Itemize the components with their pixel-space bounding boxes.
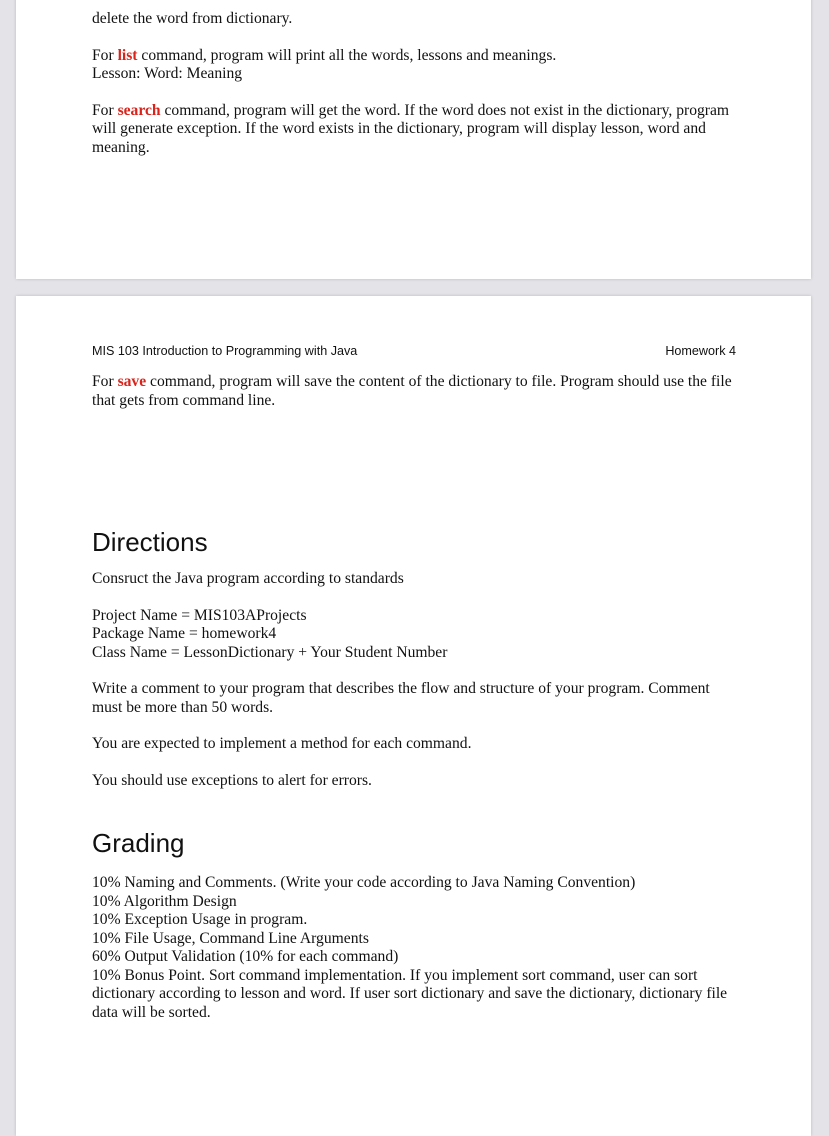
grading-item: 10% Bonus Point. Sort command implementation. If you implement sort command, user can sort dictionary according to lesson and word. If user sort dictionary and save the dictionary, dictionary file data will be sorted.: [92, 966, 728, 1021]
grading-heading: Grading: [92, 828, 185, 858]
grading-item: 10% Exception Usage in program.: [92, 911, 308, 928]
comment-requirement: Write a comment to your program that describes the flow and structure of your program. Comment must be more than 50 words.: [92, 680, 710, 716]
search-keyword: search: [117, 101, 161, 119]
directions-intro: Consruct the Java program according to standards: [92, 570, 404, 587]
search-command-paragraph: For search command, program will get the word. If the word does not exist in the dictionary, program will generate exception. If the word exists in the dictionary, program will display lesson, word and meaning.: [92, 101, 730, 156]
save-section: [92, 373, 742, 410]
page-header: [92, 344, 736, 358]
project-name-line: Project Name = MIS103AProjects: [92, 606, 307, 624]
save-command-paragraph: For save command, program will save the content of the dictionary to file. Program should use the file that gets from command line.: [92, 373, 732, 409]
directions-section: [92, 527, 742, 790]
directions-heading: Directions: [92, 527, 208, 557]
list-keyword: list: [117, 46, 138, 64]
course-title: MIS 103 Introduction to Programming with Java: [92, 344, 358, 358]
document-page-2: [16, 296, 811, 1136]
page1-content: [92, 10, 742, 157]
grading-item: 60% Output Validation (10% for each command): [92, 948, 399, 965]
list-command-paragraph: For list command, program will print all the words, lessons and meanings.: [92, 46, 557, 64]
class-name-line: Class Name = LessonDictionary + Your Student Number: [92, 643, 448, 661]
list-format-line: Lesson: Word: Meaning: [92, 65, 243, 82]
delete-line: delete the word from dictionary.: [92, 10, 293, 27]
grading-item: 10% Naming and Comments. (Write your code according to Java Naming Convention): [92, 874, 636, 891]
method-requirement: You are expected to implement a method for each command.: [92, 735, 472, 752]
package-name-line: Package Name = homework4: [92, 625, 277, 642]
assignment-title: Homework 4: [665, 344, 736, 358]
grading-item: 10% File Usage, Command Line Arguments: [92, 929, 369, 947]
grading-section: [92, 828, 742, 1022]
save-keyword: save: [117, 373, 147, 390]
exception-requirement: You should use exceptions to alert for errors.: [92, 771, 372, 789]
grading-item: 10% Algorithm Design: [92, 892, 237, 910]
grading-list: [92, 874, 742, 1022]
document-page-1: [16, 0, 811, 279]
